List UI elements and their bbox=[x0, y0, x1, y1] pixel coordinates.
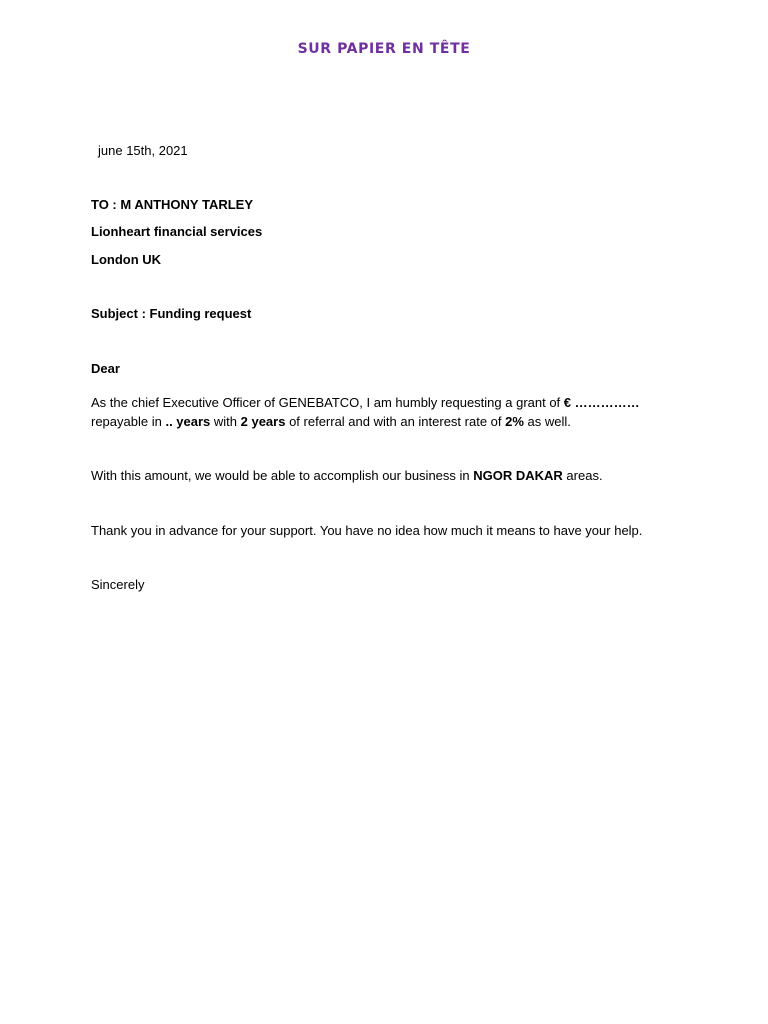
with-text: with bbox=[210, 414, 241, 429]
paragraph-request-line-2 bbox=[91, 412, 571, 431]
recipient-company: Lionheart financial services bbox=[91, 224, 263, 239]
interest-rate: 2% bbox=[505, 414, 524, 429]
repayable-text: repayable in bbox=[91, 414, 166, 429]
letter-date: june 15th, 2021 bbox=[98, 143, 188, 158]
repayment-duration: .. years bbox=[165, 414, 211, 429]
closing: Sincerely bbox=[91, 577, 145, 592]
paragraph-request-line-1 bbox=[91, 393, 640, 412]
referral-period: 2 years bbox=[240, 414, 286, 429]
grant-amount: € …………… bbox=[563, 395, 640, 410]
business-location: NGOR DAKAR bbox=[473, 468, 563, 483]
recipient-city: London UK bbox=[91, 252, 162, 267]
business-text: With this amount, we would be able to accomplish our business in bbox=[91, 468, 474, 483]
interest-text: of referral and with an interest rate of bbox=[285, 414, 506, 429]
request-intro-text: As the chief Executive Officer of GENEBATCO, I am humbly requesting a grant of bbox=[91, 395, 564, 410]
as-well-text: as well. bbox=[523, 414, 571, 429]
letterhead-title: SUR PAPIER EN TÊTE bbox=[297, 41, 471, 57]
paragraph-thanks: Thank you in advance for your support. You have no idea how much it means to have your help. bbox=[91, 523, 643, 538]
salutation: Dear bbox=[91, 361, 120, 376]
areas-text: areas. bbox=[562, 468, 603, 483]
letter-subject: Subject : Funding request bbox=[91, 306, 252, 321]
paragraph-business bbox=[91, 466, 603, 485]
recipient-name: TO : M ANTHONY TARLEY bbox=[91, 197, 254, 212]
